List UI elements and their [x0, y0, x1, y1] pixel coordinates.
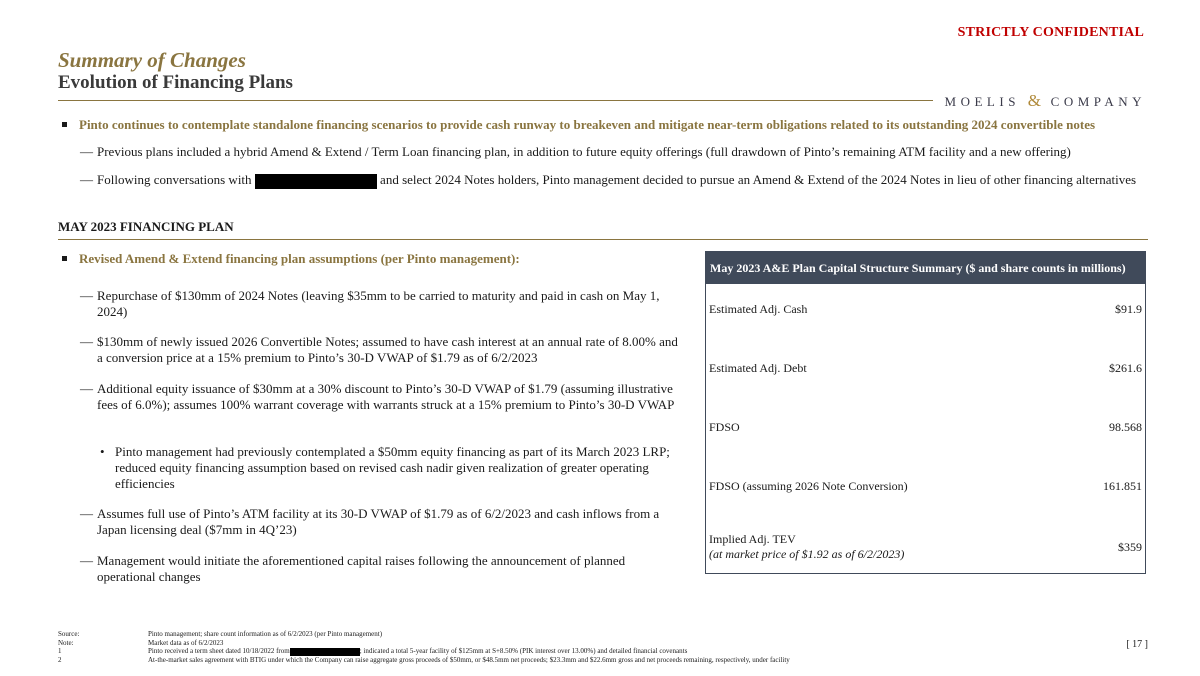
- page-title: Evolution of Financing Plans: [58, 72, 293, 93]
- row-value: $359: [1118, 539, 1142, 554]
- row-label: FDSO: [709, 420, 740, 434]
- section-divider: [58, 239, 1148, 240]
- row-label: FDSO (assuming 2026 Note Conversion): [709, 479, 908, 493]
- footnote-note: [58, 639, 1058, 648]
- plan-item-text: Repurchase of $130mm of 2024 Notes (leaving $35mm to be carried to maturity and paid in cash on May 1, 2024): [97, 288, 660, 319]
- dash-icon: —: [80, 506, 93, 521]
- footnote-1-post: ; indicated a total 5-year facility of $125mm at S+8.50% (PIK interest over 13.00%) and detailed financial covenants: [359, 647, 688, 656]
- dash-icon: —: [80, 334, 93, 349]
- row-value: $261.6: [1109, 361, 1142, 375]
- dash-icon: —: [80, 381, 93, 396]
- table-title: May 2023 A&E Plan Capital Structure Summary ($ and share counts in millions): [706, 252, 1145, 284]
- footnote-key: 1: [58, 647, 62, 656]
- plan-item-text: Management would initiate the aforementioned capital raises following the announcement of planned operational changes: [97, 553, 626, 584]
- footnote-text: Pinto management; share count information as of 6/2/2023 (per Pinto management): [148, 630, 383, 638]
- footnote-key: Note:: [58, 638, 74, 647]
- revised-plan-bullet: [62, 251, 682, 267]
- row-label-sub: (at market price of $1.92 as of 6/2/2023): [709, 547, 905, 561]
- footnote-text: At-the-market sales agreement with BTIG under which the Company can raise aggregate gross proceeds of $50mm, or $48.5mm net proceeds; $23.3mm and $22.6mm gross and net proceeds remaining, respectively, under facility: [148, 655, 790, 664]
- row-value: 98.568: [1109, 420, 1142, 434]
- intro-dash2-pre: Following conversations with: [97, 172, 252, 187]
- plan-item-1: [80, 288, 678, 320]
- logo-ampersand: &: [1027, 91, 1043, 110]
- dot-bullet-icon: •: [100, 444, 105, 459]
- footnote-text: [148, 647, 1058, 656]
- row-label: Estimated Adj. Debt: [709, 361, 807, 375]
- footnote-key: 2: [58, 655, 62, 664]
- table-row: [709, 479, 1142, 494]
- table-row: [709, 361, 1142, 376]
- row-value: $91.9: [1115, 302, 1142, 316]
- row-label: [709, 532, 904, 562]
- plan-sub-bullet: [100, 444, 678, 492]
- redaction-block: [290, 648, 360, 656]
- intro-dash-item-1: [80, 141, 1145, 163]
- table-row: [709, 302, 1142, 317]
- table-row: [709, 532, 1142, 562]
- plan-item-text: Assumes full use of Pinto’s ATM facility at its 30-D VWAP of $1.79 as of 6/2/2023 and cash inflows from a Japan licensing deal ($7mm in 4Q’23): [97, 506, 660, 537]
- footnotes: [58, 630, 1058, 664]
- plan-item-text: Additional equity issuance of $30mm at a 30% discount to Pinto’s 30-D VWAP of $1.79 (assuming illustrative fees of 6.0%); assumes 100% warrant coverage with warrants struck at a 15% premium to Pinto’s 30-D VWAP: [97, 381, 675, 412]
- plan-item-4: [80, 506, 678, 538]
- footnote-1-pre: Pinto received a term sheet dated 10/18/2022 from: [148, 647, 290, 656]
- logo-word-right: COMPANY: [1050, 94, 1146, 109]
- confidentiality-label: STRICTLY CONFIDENTIAL: [957, 25, 1144, 40]
- footnote-2: [58, 656, 1058, 665]
- dash-icon: —: [80, 144, 93, 159]
- row-label: Estimated Adj. Cash: [709, 302, 808, 316]
- section-heading: MAY 2023 FINANCING PLAN: [58, 219, 234, 234]
- footnote-text: Market data as of 6/2/2023: [148, 638, 224, 647]
- footnote-key: Source:: [58, 630, 80, 638]
- revised-plan-text: Revised Amend & Extend financing plan assumptions (per Pinto management):: [79, 251, 520, 266]
- table-row: [709, 420, 1142, 435]
- page-subtitle: Summary of Changes: [58, 48, 246, 72]
- intro-lead-bullet: [62, 117, 1152, 133]
- intro-dash-item-2: [80, 169, 1145, 191]
- square-bullet-icon: [62, 256, 67, 261]
- capital-structure-table: [705, 251, 1146, 574]
- intro-dash-text-1: Previous plans included a hybrid Amend & Extend / Term Loan financing plan, in addition to future equity offerings (full drawdown of Pinto’s remaining ATM facility and a new offering): [97, 144, 1071, 159]
- company-logo: [945, 91, 1146, 111]
- plan-item-text: $130mm of newly issued 2026 Convertible Notes; assumed to have cash interest at an annual rate of 8.00% and a conversion price at a 15% premium to Pinto’s 30-D VWAP of $1.79 as of 6/2/2023: [97, 334, 678, 365]
- footnote-source: [58, 630, 1058, 639]
- intro-dash2-post: and select 2024 Notes holders, Pinto management decided to pursue an Amend & Extend of the 2024 Notes in lieu of other financing alternatives: [380, 172, 1137, 187]
- row-label-main: Implied Adj. TEV: [709, 532, 796, 546]
- footnote-1: [58, 647, 1058, 656]
- plan-item-5: [80, 553, 678, 585]
- header-divider: [58, 100, 933, 101]
- plan-item-2: [80, 334, 678, 366]
- dash-icon: —: [80, 553, 93, 568]
- square-bullet-icon: [62, 122, 67, 127]
- plan-sub-bullet-text: Pinto management had previously contemplated a $50mm equity financing as part of its March 2023 LRP; reduced equity financing assumption based on revised cash nadir given realization of greater operating efficiencies: [115, 444, 670, 491]
- intro-lead-text: Pinto continues to contemplate standalone financing scenarios to provide cash runway to breakeven and mitigate near-term obligations related to its outstanding 2024 convertible notes: [79, 117, 1096, 132]
- dash-icon: —: [80, 172, 93, 187]
- intro-dash-text-2: [97, 169, 1145, 191]
- plan-item-3: [80, 381, 678, 413]
- page-number: [ 17 ]: [1126, 639, 1148, 650]
- row-value: 161.851: [1103, 479, 1142, 493]
- redaction-block: [255, 174, 377, 189]
- dash-icon: —: [80, 288, 93, 303]
- logo-word-left: MOELIS: [944, 94, 1020, 109]
